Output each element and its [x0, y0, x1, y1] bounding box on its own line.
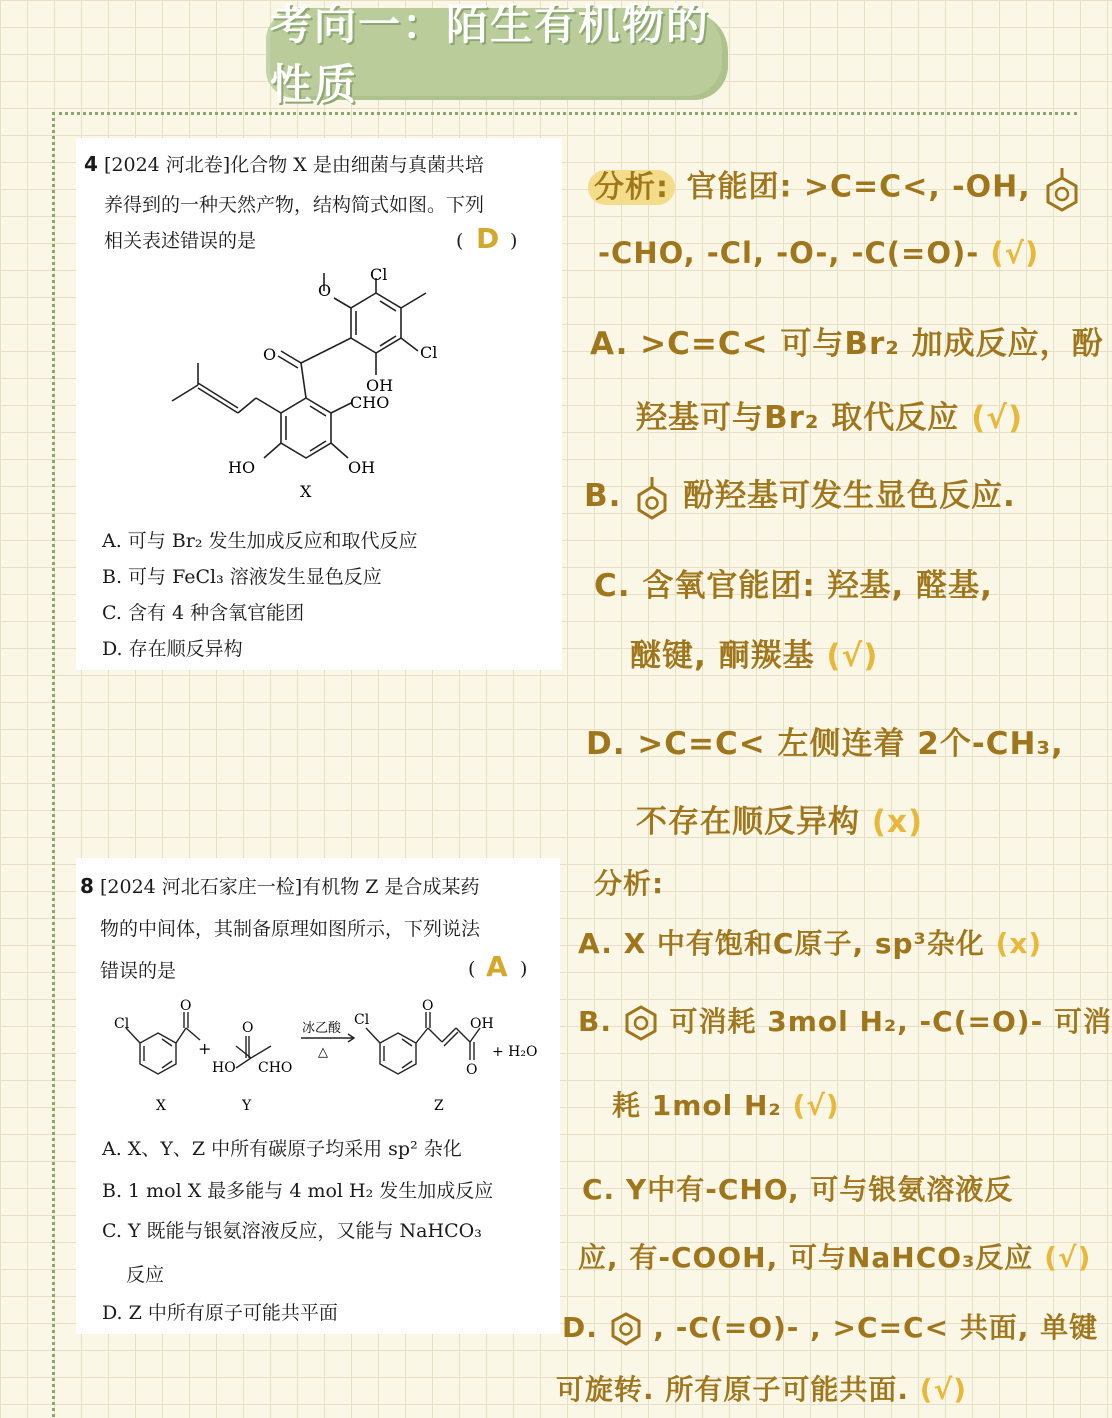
title-banner	[270, 0, 722, 109]
page-title: 考向一：陌生有机物的性质	[270, 0, 711, 109]
option-b: B. 1 mol X 最多能与 4 mol H₂ 发生加成反应	[102, 1180, 494, 1202]
notes-line: 耗 1mol H₂ (√)	[612, 1089, 840, 1122]
plus-sign: +	[198, 1039, 212, 1058]
label-o-ketone: O	[263, 345, 277, 364]
option-c-cont: 反应	[126, 1264, 165, 1286]
notes-line: 应, 有-COOH, 可与NaHCO₃反应 (√)	[578, 1241, 1092, 1274]
notes-line: B. 可消耗 3mol H₂, -C(=O)- 可消	[578, 1000, 1112, 1043]
notes-line: 醚键, 酮羰基 (√)	[630, 638, 879, 674]
question-stem: 养得到的一种天然产物，结构简式如图。下列	[104, 194, 485, 216]
label-compound-x: X	[300, 482, 312, 501]
label-y: Y	[242, 1098, 252, 1114]
label-o-z1: O	[422, 998, 434, 1014]
option-c: C. Y 既能与银氨溶液反应，又能与 NaHCO₃	[102, 1220, 482, 1242]
label-x: X	[156, 1098, 166, 1114]
question-stem: 物的中间体，其制备原理如图所示，下列说法	[100, 918, 481, 940]
analysis-label: 分析:	[588, 170, 675, 205]
label-z: Z	[434, 1098, 444, 1114]
analysis-label: 分析:	[594, 867, 665, 900]
notes-line: C. 含氧官能团: 羟基, 醛基,	[594, 568, 993, 604]
label-cl-right: Cl	[420, 343, 438, 362]
label-cho-y: CHO	[258, 1060, 293, 1076]
label-cho: CHO	[350, 393, 390, 412]
label-oh-z: OH	[470, 1016, 494, 1032]
label-cl-x: Cl	[114, 1016, 130, 1032]
label-ho-y: HO	[212, 1060, 236, 1076]
notes-line: B. 酚羟基可发生显色反应.	[584, 470, 1016, 523]
notes-line: D. , -C(=O)- , >C=C< 共面, 单键	[562, 1306, 1098, 1348]
benzene-ring-icon	[609, 1310, 643, 1348]
answer-letter: A	[486, 950, 508, 983]
question-stem: 相关表述错误的是	[104, 230, 257, 252]
notes-line: 羟基可与Br₂ 取代反应 (√)	[636, 400, 1024, 436]
water-product: + H₂O	[492, 1044, 538, 1060]
phenol-icon	[1042, 160, 1082, 216]
label-o-z2: O	[466, 1062, 478, 1078]
option-c: C. 含有 4 种含氧官能团	[102, 602, 305, 624]
question-number: 4	[84, 152, 98, 176]
label-cl-z: Cl	[354, 1012, 370, 1028]
option-b: B. 可与 FeCl₃ 溶液发生显色反应	[102, 566, 382, 588]
question-stem: [2024 河北石家庄一检]有机物 Z 是合成某药	[100, 876, 480, 898]
option-a: A. X、Y、Z 中所有碳原子均采用 sp² 杂化	[102, 1138, 462, 1160]
notes-line: 不存在顺反异构 (x)	[636, 804, 924, 840]
notes-line: A. X 中有饱和C原子, sp³杂化 (x)	[578, 927, 1043, 960]
question-card-2	[76, 858, 560, 1334]
heat-symbol: △	[318, 1045, 328, 1060]
option-d: D. 存在顺反异构	[102, 638, 243, 660]
option-d: D. Z 中所有原子可能共平面	[102, 1302, 338, 1324]
notes-line: 分析: 官能团: >C=C<, -OH,	[588, 160, 1082, 216]
label-o-methoxy: O	[318, 281, 332, 300]
notes-line: C. Y中有-CHO, 可与银氨溶液反	[582, 1173, 1014, 1206]
option-a: A. 可与 Br₂ 发生加成反应和取代反应	[102, 530, 418, 552]
reagent-label: 冰乙酸	[302, 1021, 342, 1036]
notes-line: -CHO, -Cl, -O-, -C(=O)- (√)	[598, 236, 1040, 270]
question-stem: 错误的是	[100, 960, 177, 982]
reaction-scheme	[76, 998, 560, 1128]
question-number: 8	[80, 874, 94, 898]
label-o-y: O	[242, 1020, 254, 1036]
label-ho-left: HO	[228, 458, 256, 477]
answer-bracket-close: )	[520, 958, 528, 980]
label-o-x: O	[180, 998, 192, 1014]
notes-line: A. >C=C< 可与Br₂ 加成反应，酚	[590, 326, 1104, 362]
answer-bracket-close: )	[510, 230, 518, 252]
phenol-icon	[633, 473, 671, 523]
notes-line: D. >C=C< 左侧连着 2个-CH₃,	[586, 726, 1064, 762]
notes-line: 可旋转. 所有原子可能共面. (√)	[556, 1373, 968, 1406]
structure-x	[76, 263, 562, 523]
label-oh-bottom: OH	[348, 458, 376, 477]
answer-bracket-open: (	[456, 230, 464, 252]
label-oh-top: OH	[366, 376, 394, 395]
benzene-ring-icon	[623, 1003, 659, 1043]
answer-letter: D	[476, 222, 500, 255]
question-stem: [2024 河北卷]化合物 X 是由细菌与真菌共培	[104, 154, 484, 176]
label-cl-top: Cl	[370, 265, 388, 284]
answer-bracket-open: (	[468, 958, 476, 980]
question-card-1	[76, 138, 562, 670]
